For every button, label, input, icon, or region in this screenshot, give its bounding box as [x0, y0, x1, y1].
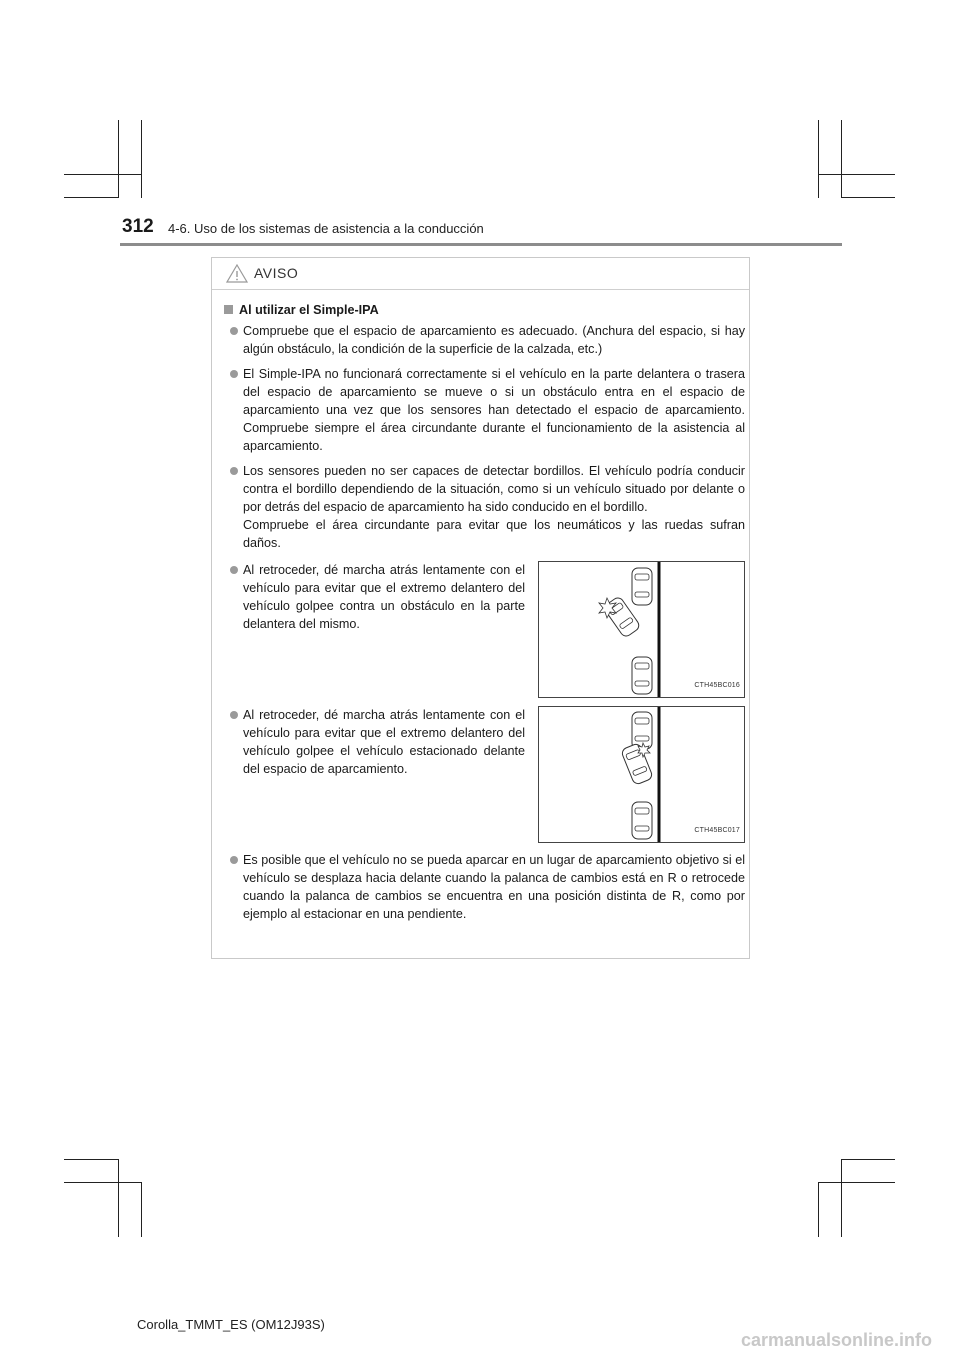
bullet-item [223, 365, 745, 455]
warning-header [212, 258, 749, 290]
header-rule [120, 243, 842, 246]
bullet-dot-icon [230, 467, 238, 475]
parked-car-front [632, 568, 652, 605]
bullet-dot-icon [230, 856, 238, 864]
crop-mark [841, 197, 895, 198]
warning-label: AVISO [254, 265, 299, 281]
crop-mark [64, 1159, 118, 1160]
bullet-item [223, 322, 745, 358]
document-id: Corolla_TMMT_ES (OM12J93S) [137, 1317, 325, 1332]
square-bullet-icon [224, 305, 233, 314]
bullet-text: Compruebe que el espacio de aparcamiento es adecuado. (Anchura del espacio, si hay algún obstáculo, la condición de la superficie de la calzada, etc.) [243, 324, 745, 356]
warning-subheading [223, 301, 745, 319]
crop-mark [64, 197, 118, 198]
crop-mark [818, 120, 819, 198]
figure-code: CTH45BC017 [694, 827, 740, 834]
figure-vehicle-contact [538, 706, 745, 843]
bullet-dot-icon [230, 327, 238, 335]
parked-car-rear [632, 657, 652, 694]
crop-mark [818, 1182, 895, 1183]
crop-mark [841, 1159, 842, 1237]
figure-obstacle [538, 561, 745, 698]
crop-mark [64, 1182, 141, 1183]
crop-mark [64, 174, 141, 175]
bullet-with-figure [223, 706, 745, 843]
section-title: 4-6. Uso de los sistemas de asistencia a la conducción [168, 221, 484, 236]
parked-car-front [632, 712, 652, 749]
reversing-car [621, 743, 654, 786]
warning-triangle-icon [226, 264, 248, 283]
bullet-text: Al retroceder, dé marcha atrás lentamente con el vehículo para evitar que el extremo delantero del vehículo golpee el vehículo estacionado delante del espacio de aparcamiento. [243, 708, 525, 776]
bullet-text: Es posible que el vehículo no se pueda aparcar en un lugar de aparcamiento objetivo si el vehículo se desplaza hacia delante cuando la palanca de cambios está en R o retrocede cuando la palanca de cambios se encuentra en una posición distinta de R, como por ejemplo al estacionar en una pendiente. [243, 853, 745, 921]
crop-mark [118, 1159, 119, 1237]
crop-mark [818, 174, 895, 175]
warning-content [223, 301, 745, 930]
crop-mark [141, 120, 142, 198]
bullet-dot-icon [230, 711, 238, 719]
subheading-text: Al utilizar el Simple-IPA [239, 303, 379, 317]
bullet-text-extra: Compruebe el área circundante para evitar que los neumáticos y las ruedas sufran daños. [243, 518, 745, 550]
bullet-item [223, 851, 745, 923]
page-number: 312 [122, 216, 154, 237]
bullet-text: Al retroceder, dé marcha atrás lentamente con el vehículo para evitar que el extremo delantero del vehículo golpee contra un obstáculo en la parte delantera del mismo. [243, 563, 525, 631]
crop-mark [141, 1182, 142, 1237]
warning-box [211, 257, 750, 959]
crop-mark [841, 1159, 895, 1160]
figure-code: CTH45BC016 [694, 682, 740, 689]
bullet-dot-icon [230, 566, 238, 574]
crop-mark [818, 1182, 819, 1237]
crop-mark [841, 120, 842, 198]
bullet-item [223, 561, 525, 698]
parked-car-rear [632, 802, 652, 839]
bullet-with-figure [223, 561, 745, 698]
bullet-item [223, 706, 525, 843]
bullet-text: El Simple-IPA no funcionará correctamente si el vehículo en la parte delantera o trasera del espacio de aparcamiento se mueve o si un obstáculo entra en el espacio de aparcamiento una vez que los sensores han detectado el espacio de aparcamiento. Compruebe siempre el área circundante durante el funcionamiento de la asistencia al aparcamiento. [243, 367, 745, 453]
crop-mark [118, 120, 119, 198]
watermark: carmanualsonline.info [740, 1330, 932, 1350]
bullet-item [223, 462, 745, 552]
bullet-text: Los sensores pueden no ser capaces de detectar bordillos. El vehículo podría conducir contra el bordillo dependiendo de la situación, como si un vehículo situado por delante o por detrás del espacio de aparcamiento ha sido conducido en el bordillo. [243, 464, 745, 514]
bullet-dot-icon [230, 370, 238, 378]
